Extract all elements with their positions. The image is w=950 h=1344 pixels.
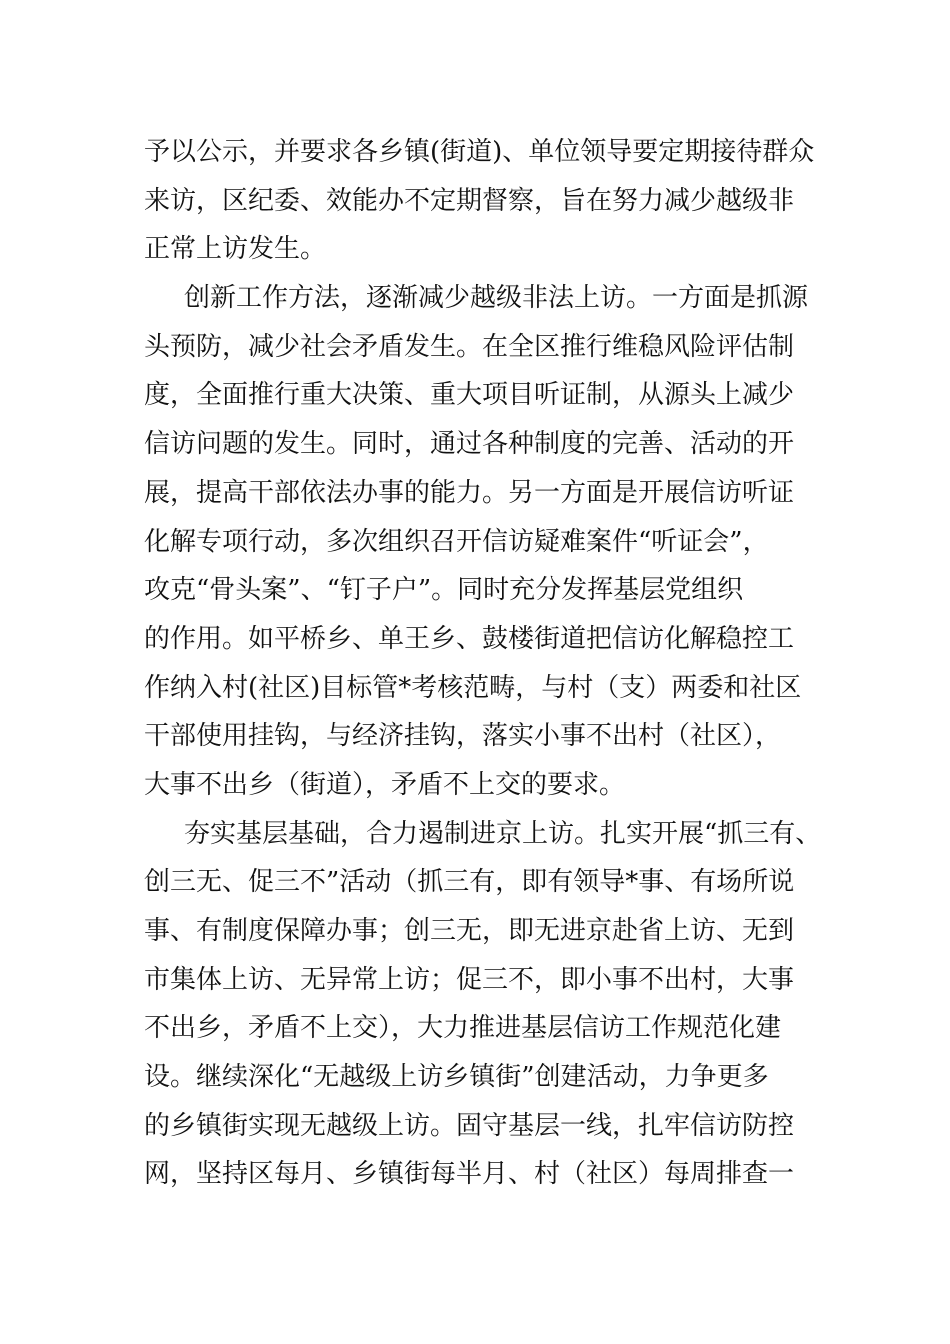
text-line: 市集体上访、无异常上访；促三不，即小事不出村，大事 <box>144 964 795 995</box>
text-line: 头预防，减少社会矛盾发生。在全区推行维稳风险评估制 <box>144 331 795 362</box>
document-body-text <box>144 128 824 1199</box>
text-line: 度，全面推行重大决策、重大项目听证制，从源头上减少 <box>144 380 795 411</box>
text-line: 设。继续深化“无越级上访乡镇街”创建活动，力争更多 <box>144 1062 769 1093</box>
text-line: 干部使用挂钩，与经济挂钩，落实小事不出村（社区）， <box>144 721 782 752</box>
paragraph-first-line: 夯实基层基础，合力遏制进京上访。扎实开展“抓三有、 <box>184 818 822 849</box>
text-line: 事、有制度保障办事；创三无，即无进京赴省上访、无到 <box>144 916 795 946</box>
text-line: 展，提高干部依法办事的能力。另一方面是开展信访听证 <box>144 477 795 508</box>
text-line: 化解专项行动，多次组织召开信访疑难案件“听证会”， <box>144 526 769 557</box>
text-line: 予以公示，并要求各乡镇(街道)、单位领导要定期接待群众 <box>144 137 815 167</box>
text-line: 正常上访发生。 <box>144 234 327 265</box>
text-line: 攻克“骨头案”、“钉子户”。同时充分发挥基层党组织 <box>144 575 744 606</box>
text-line: 创三无、促三不”活动（抓三有，即有领导*事、有场所说 <box>144 867 795 898</box>
text-line: 的作用。如平桥乡、单王乡、鼓楼街道把信访化解稳控工 <box>144 623 795 654</box>
text-line: 大事不出乡（街道），矛盾不上交的要求。 <box>144 769 626 800</box>
text-line: 作纳入村(社区)目标管*考核范畴，与村（支）两委和社区 <box>144 672 802 703</box>
text-line: 网，坚持区每月、乡镇街每半月、村（社区）每周排查一 <box>144 1159 795 1190</box>
text-line: 信访问题的发生。同时，通过各种制度的完善、活动的开 <box>144 429 795 460</box>
text-line: 不出乡，矛盾不上交），大力推进基层信访工作规范化建 <box>144 1013 782 1044</box>
text-line: 的乡镇街实现无越级上访。固守基层一线，扎牢信访防控 <box>144 1110 795 1141</box>
paragraph-first-line: 创新工作方法，逐渐减少越级非法上访。一方面是抓源 <box>184 283 809 314</box>
text-line: 来访，区纪委、效能办不定期督察，旨在努力减少越级非 <box>144 185 795 216</box>
